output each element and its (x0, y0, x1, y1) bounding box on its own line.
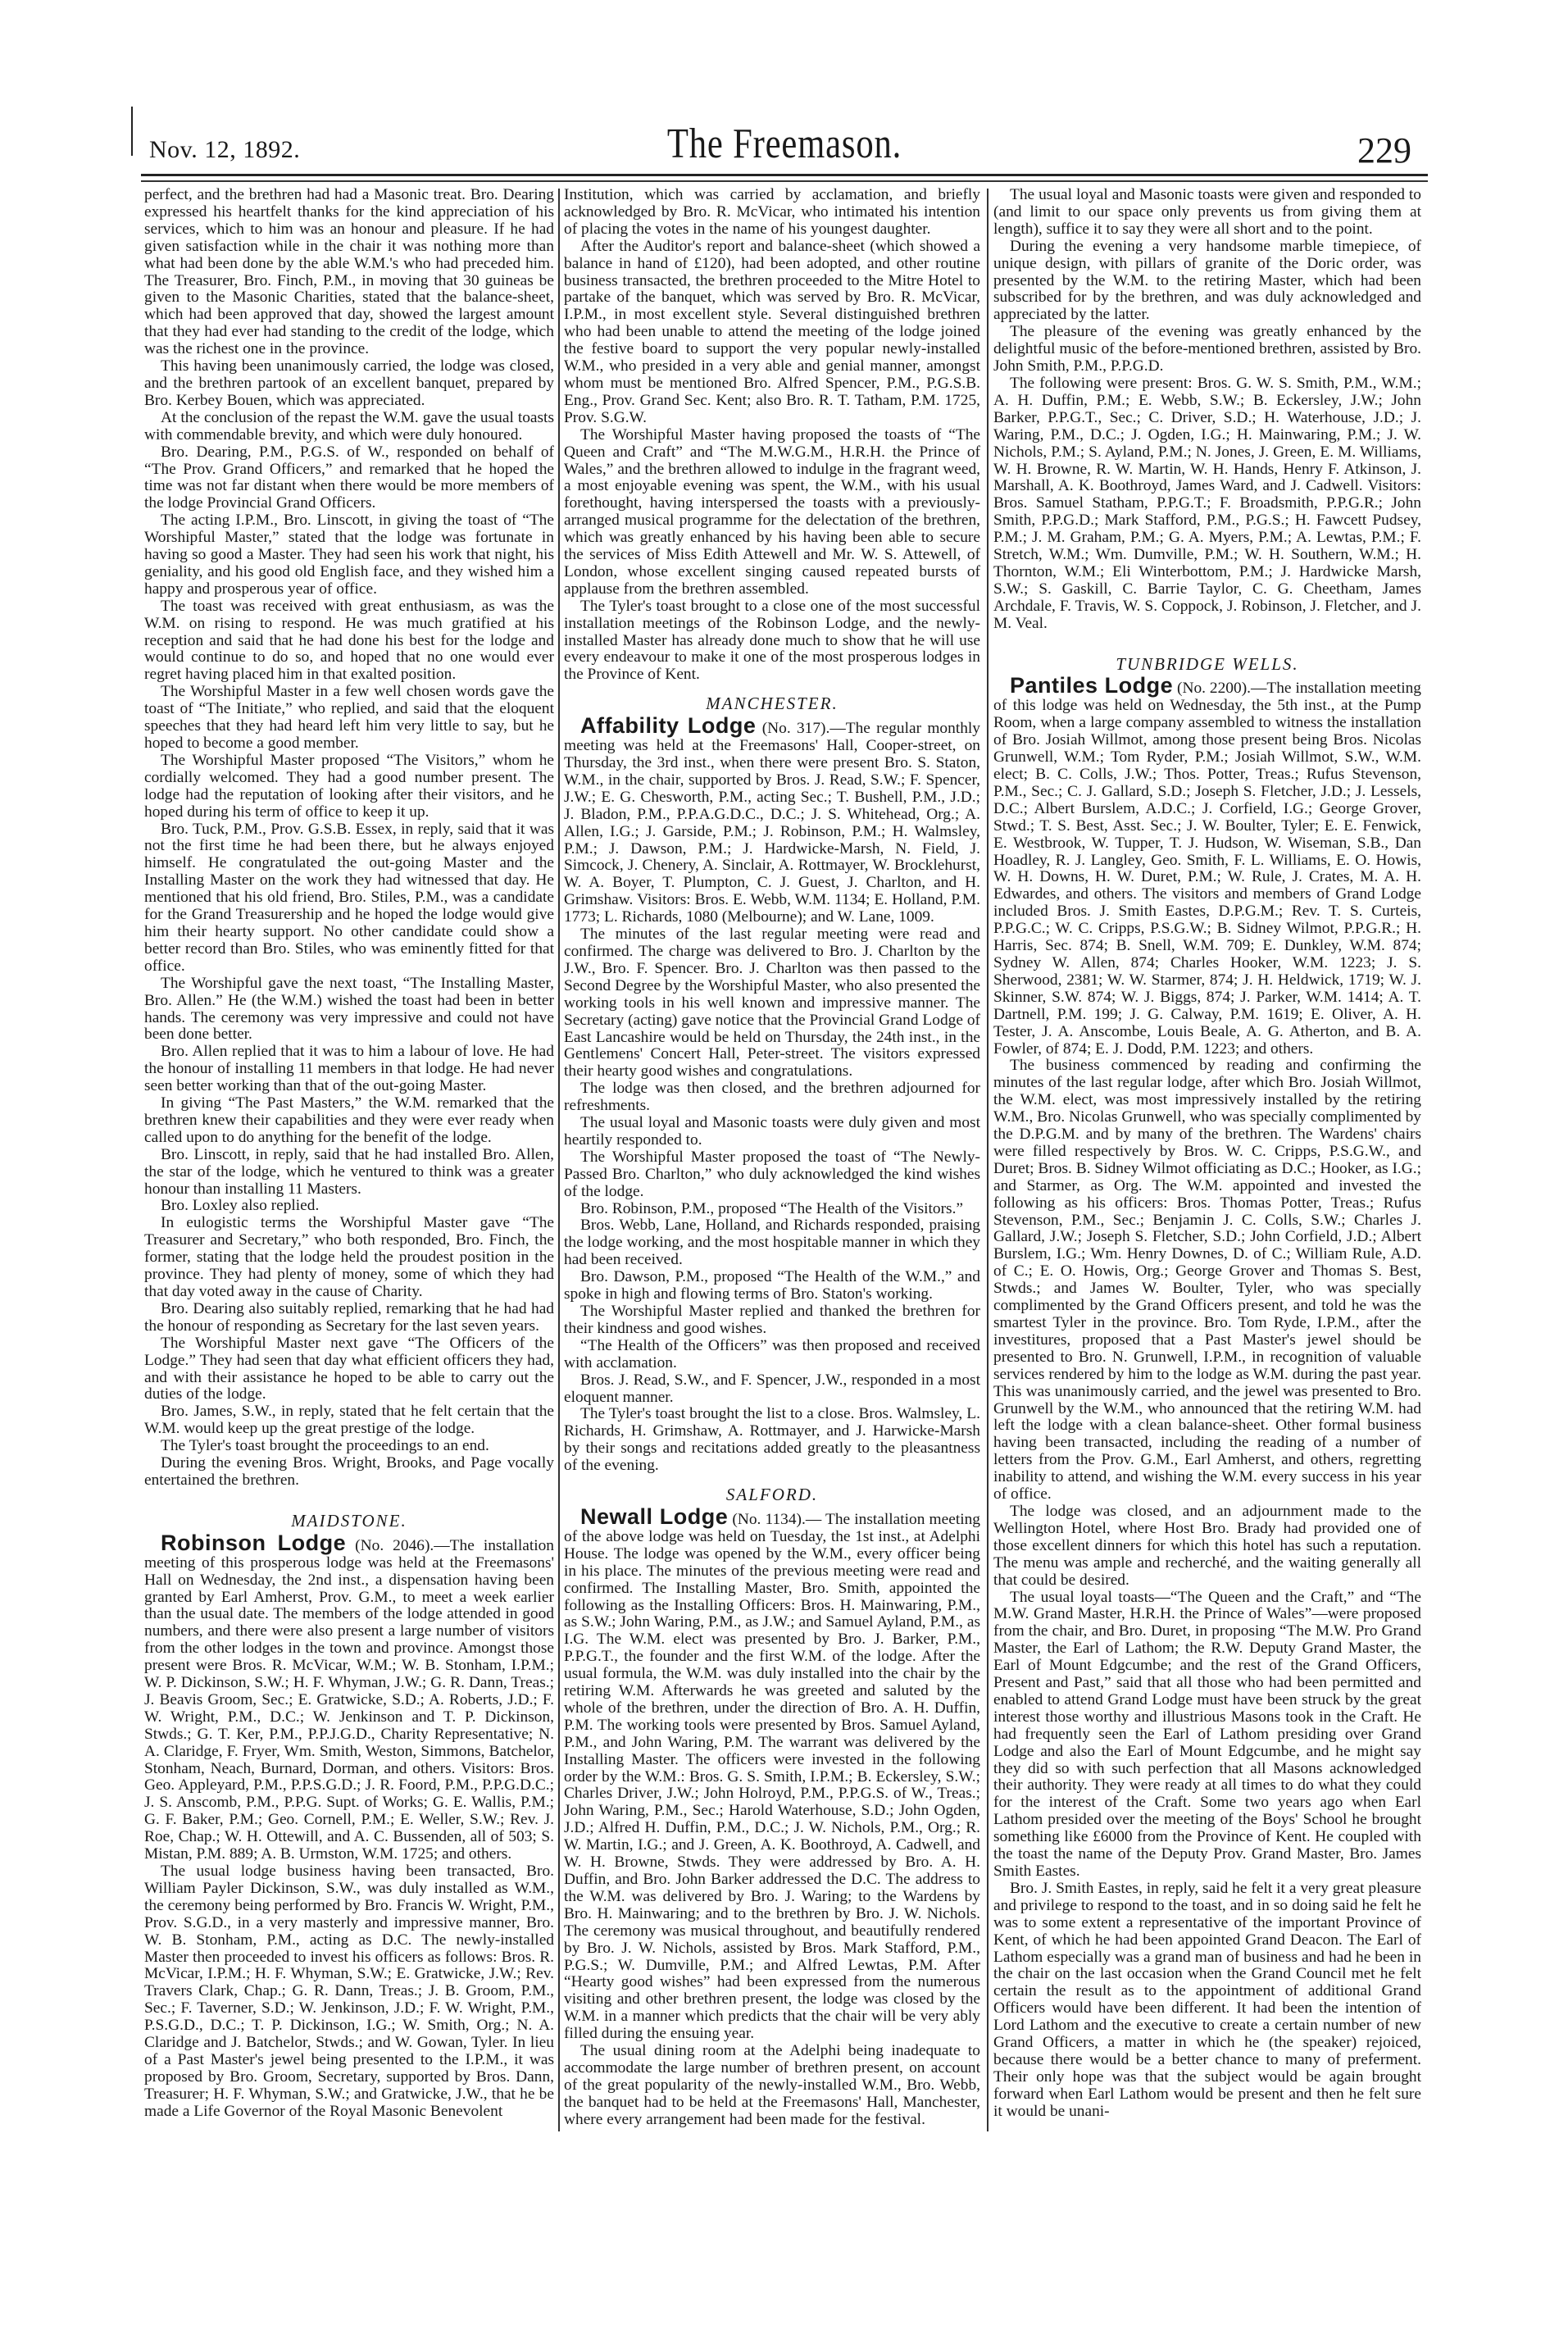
paragraph: Bro. Dearing, P.M., P.G.S. of W., responded on behalf of “The Prov. Grand Officers,” and remarked that he hoped the time was not far distant when there would be more members of the lodge Provincial Grand Officers. (144, 443, 554, 512)
lodge-name: Affability Lodge (580, 713, 757, 739)
report-lead: (No. 2200).—The installation meeting of this lodge was held on Wednesday, the 5th inst., at the Pump Room, when a large company assembled to witness the installation of Bro. Josiah Willmot, among those present being Bros. Nicolas Grunwell, W.M.; Tom Ryder, P.M.; Josiah Willmot, S.W., W.M. elect; B. C. Colls, J.W.; Thos. Potter, Treas.; Rufus Stevenson, P.M., Sec.; C. J. Gallard, S.D.; Joseph S. Fletcher, J.D.; J. Lessels, D.C.; Albert Burslem, A.D.C.; J. Corfield, I.G.; George Grover, Stwd.; T. S. Best, Asst. Sec.; J. W. Boulter, Tyler; E. E. Fenwick, E. Westbrook, W. Tupper, T. J. Hudson, W. Wiseman, S.B., Dan Hoadley, R. J. Langley, Geo. Smith, F. L. Williams, E. O. Howis, W. H. Downs, H. W. Duret, P.M.; W. Rule, J. Crates, M. A. H. Edwardes, and others. The visitors and members of Grand Lodge included Bros. J. Smith Eastes, D.P.G.M.; Rev. T. S. Curteis, P.P.G.C.; W. C. Cripps, P.S.G.W.; B. Sidney Wilmot, P.P.G.R.; H. Harris, Sec. 874; B. Snell, W.M. 709; E. Dunkley, W.M. 874; Sydney W. Allen, 874; Charles Hooker, W.M. 1223; J. S. Sherwood, 2381; W. W. Starmer, 874; J. H. Heldwick, 1719; W. J. Skinner, S.W. 874; W. J. Biggs, 874; J. Parker, W.M. 1414; A. T. Dartnell, P.M. 199; J. G. Calway, P.M. 1619; E. Oliver, A. H. Tester, J. A. Anscombe, Louis Beale, A. G. Atherton, and B. A. Fowler, of 874; E. J. Dodd, P.M. 1223; and others. (993, 680, 1421, 1058)
column-divider (987, 189, 989, 2131)
paragraph: The Tyler's toast brought the proceedings to an end. (161, 1437, 489, 1455)
report-lead: (No. 317).—The regular monthly meeting was held at the Freemasons' Hall, Cooper-street, on Thursday, the 3rd inst., when there were present Bro. S. Staton, W.M., in the chair, supported by Bros. J. Read, S.W.; F. Spencer, J.W.; E. G. Chesworth, P.M., acting Sec.; T. Bushell, P.M., J.D.; J. Bladon, P.M., P.P.A.G.D.C., D.C.; J. S. Whitehead, Org.; A. Allen, I.G.; J. Garside, P.M.; J. Robinson, P.M.; H. Walmsley, P.M.; J. Dawson, P.M.; J. Hardwicke-Marsh, N. Field, J. Simcock, J. Chenery, A. Sinclair, A. Rottmayer, W. Brocklehurst, W. A. Boyer, T. Plumpton, C. J. Guest, J. Charlton, and H. Grimshaw. Visitors: Bros. E. Webb, W.M. 1134; E. Holland, P.M. 1773; L. Richards, 1080 (Melbourne); and W. Lane, 1009. (564, 720, 980, 926)
paragraph: The lodge was then closed, and the brethren adjourned for refreshments. (564, 1080, 980, 1115)
paragraph: During the evening Bros. Wright, Brooks, and Page vocally entertained the brethren. (144, 1454, 554, 1489)
paragraph: perfect, and the brethren had had a Masonic treat. Bro. Dearing expressed his heartfelt thanks for the kind appreciation of his services, which to him was an honour and pleasure. If he had given satisfaction while in the chair it was nothing more than what had been done by the able W.M.'s who had preceded him. The Treasurer, Bro. Finch, P.M., in moving that 30 guineas be given to the Masonic Charities, stated that the balance-sheet, which had been approved that day, showed the largest amount that they had ever had standing to the credit of the lodge, which was the richest one in the province. (144, 186, 554, 358)
paragraph: During the evening a very handsome marble timepiece, of unique design, with pillars of granite of the Doric order, was presented by the W.M. to the retiring Master, which had been subscribed for by the brethren, and was duly acknowledged and appreciated by the latter. (993, 237, 1421, 324)
masthead-rule-thick (141, 174, 1428, 176)
paragraph: Bro. J. Smith Eastes, in reply, said he felt it a very great pleasure and privilege to respond to the toast, and in so doing said he felt he was to some extent a representative of the important Province of Kent, of which he had been appointed Grand Deacon. The Earl of Lathom especially was a grand man of business and had he been in the chair on the last occasion when the Grand Council met he felt certain the result as to the appointment of additional Grand Officers would have been different. It had been the intention of Lord Lathom and the executive to create a certain number of new Grand Officers, a matter in which he (the speaker) rejoiced, because there would be a better chance to many of preferment. Their only hope was that the subject would be again brought forward when Earl Lathom would be present and then he felt sure it would be unani- (993, 1879, 1421, 2120)
issue-date: Nov. 12, 1892. (149, 136, 301, 163)
paragraph: The usual dining room at the Adelphi being inadequate to accommodate the large number of brethren present, on account of the great popularity of the newly-installed W.M., Bro. Webb, the banquet had to be held at the Freemasons' Hall, Manchester, where every arrangement had been made for the festival. (564, 2042, 980, 2128)
section-heading-manchester: MANCHESTER. (706, 694, 839, 714)
lodge-name: Robinson Lodge (161, 1530, 347, 1555)
page-number: 229 (1357, 130, 1411, 171)
paragraph: Bro. James, S.W., in reply, stated that he felt certain that the W.M. would keep up the great prestige of the lodge. (144, 1403, 554, 1438)
paragraph: The Tyler's toast brought to a close one of the most successful installation meetings of the Robinson Lodge, and the newly-installed Master has already done much to show that he will use every endeavour to make it one of the most prosperous lodges in the Province of Kent. (564, 597, 980, 684)
paragraph: In eulogistic terms the Worshipful Master gave “The Treasurer and Secretary,” who both responded, Bro. Finch, the former, stating that the lodge held the proudest position in the province. They had plenty of money, some of which they had that day voted away in the cause of Charity. (144, 1214, 554, 1300)
paragraph: The minutes of the last regular meeting were read and confirmed. The charge was delivered to Bro. J. Charlton by the J.W., Bro. F. Spencer. Bro. J. Charlton was then passed to the Second Degree by the Worshipful Master, who also presented the working tools in his well known and impressive manner. The Secretary (acting) gave notice that the Provincial Grand Lodge of East Lancashire would be held on Thursday, the 24th inst., in the Gentlemens' Concert Hall, Peter-street. The visitors expressed their hearty good wishes and congratulations. (564, 926, 980, 1080)
paragraph: Bro. Dearing also suitably replied, remarking that he had had the honour of responding as Secretary for the last seven years. (144, 1299, 554, 1335)
paragraph: Bro. Robinson, P.M., proposed “The Health of the Visitors.” (580, 1199, 964, 1217)
report-lead: (No. 1134).— The installation meeting of the above lodge was held on Tuesday, the 1st inst., at Adelphi House. The lodge was opened by the W.M., every officer being in his place. The minutes of the previous meeting were read and confirmed. The Installing Master, Bro. Smith, appointed the following as the Installing Officers: Bros. H. Mainwaring, P.M., as S.W.; John Waring, P.M., as J.W.; and Samuel Ayland, P.M., as I.G. The W.M. elect was presented by Bro. J. Barker, P.M., P.P.G.T., the founder and the first W.M. of the lodge. After the usual formula, the W.M. was duly installed into the chair by the retiring W.M. Afterwards he was greeted and saluted by the whole of the brethren, under the direction of Bro. A. H. Duffin, P.M. The working tools were presented by Bros. Samuel Ayland, P.M., and John Waring, P.M. The warrant was delivered by the Installing Master. The officers were invested in the following order by the W.M.: Bros. G. S. Smith, I.P.M.; B. Eckersley, S.W.; Charles Driver, J.W.; John Holroyd, P.M., P.P.G.S. of W., Treas.; John Waring, P.M., Sec.; Harold Waterhouse, S.D.; John Ogden, J.D.; Alfred H. Duffin, P.M., D.C.; J. W. Nichols, P.M., Org.; R. W. Martin, I.G.; and J. Green, A. K. Boothroyd, A. Cadwell, and W. H. Browne, Stwds. They were addressed by Bro. A. H. Duffin, and Bro. John Barker addressed the D.C. The address to the W.M. was delivered by Bro. J. Waring; to the Wardens by Bro. H. Mainwaring; and to the brethren by Bro. J. W. Nichols. The ceremony was musical throughout, and beautifully rendered by Bro. J. W. Nichols, assisted by Bros. Mark Stafford, P.M., P.G.S.; W. Dumville, P.M.; and Alfred Lewtas, P.M. After “Hearty good wishes” had been expressed from the numerous visiting and other brethren present, the lodge was closed by the W.M. in a manner which predicts that the chair will be very ably filled during the ensuing year. (564, 1510, 980, 2043)
paragraph: This having been unanimously carried, the lodge was closed, and the brethren partook of an excellent banquet, prepared by Bro. Kerbey Bouen, which was appreciated. (144, 357, 554, 409)
paragraph: The Tyler's toast brought the list to a close. Bros. Walmsley, L. Richards, H. Grimshaw, A. Rottmayer, and J. Harwicke-Marsh by their songs and recitations added greatly to the pleasantness of the evening. (564, 1405, 980, 1475)
paragraph: The Worshipful gave the next toast, “The Installing Master, Bro. Allen.” He (the W.M.) wished the toast had been in better hands. The ceremony was very impressive and could not have been done better. (144, 974, 554, 1044)
column-1 (144, 187, 554, 2121)
paragraph: Bro. Loxley also replied. (161, 1197, 320, 1215)
paragraph: Institution, which was carried by acclamation, and briefly acknowledged by Bro. R. McVicar, who intimated his intention of placing the votes in the name of his youngest daughter. (564, 186, 980, 238)
paragraph: The toast was received with great enthusiasm, as was the W.M. on rising to respond. He was much gratified at his reception and said that he had done his best for the lodge and would continue to do so, and hoped that no one would ever regret having placed him in that exalted position. (144, 597, 554, 684)
paragraph: Bro. Allen replied that it was to him a labour of love. He had the honour of installing 11 members in that lodge. He had never seen better working than that of the out-going Master. (144, 1043, 554, 1095)
paragraph: The usual loyal and Masonic toasts were given and responded to (and limit to our space only prevents us from giving them at length), suffice it to say they were all short and to the point. (993, 186, 1421, 238)
paragraph: The following were present: Bros. G. W. S. Smith, P.M., W.M.; A. H. Duffin, P.M.; E. Webb, S.W.; B. Eckersley, J.W.; John Barker, P.P.G.T., Sec.; C. Driver, S.D.; H. Waterhouse, J.D.; J. Waring, P.M., D.C.; J. Ogden, I.G.; H. Mainwaring, P.M.; J. W. Nichols, P.M.; S. Ayland, P.M.; N. Jones, J. Green, E. M. Williams, W. H. Browne, R. W. Martin, W. H. Hands, Henry F. Atkinson, J. Marshall, A. K. Boothroyd, James Ward, and J. Cadwell. Visitors: Bros. Samuel Statham, P.P.G.T.; F. Broadsmith, P.P.G.R.; John Smith, P.P.G.D.; Mark Stafford, P.M., P.G.S.; H. Fawcett Pudsey, P.M.; J. M. Graham, P.M.; G. A. Myers, P.M.; A. Lewtas, P.M.; F. Stretch, W.M.; Wm. Dumville, P.M.; W. H. Southern, W.M.; H. Thornton, W.M.; Eli Winterbottom, P.M.; J. Hardwicke Marsh, S.W.; S. Gaskill, C. Barrie Taylor, C. G. Cheetham, James Archdale, F. Travis, W. S. Coppock, J. Robinson, J. Fletcher, and J. M. Veal. (993, 374, 1421, 632)
report-lead: (No. 2046).—The installation meeting of this prosperous lodge was held at the Freemasons' Hall on Wednesday, the 2nd inst., a dispensation having been granted by Earl Amherst, Prov. G.M., to meet a week earlier than the usual date. The members of the lodge attended in good numbers, and there were also present a large number of visitors from the other lodges in the town and province. Amongst those present were Bros. R. McVicar, W.M.; W. B. Stonham, I.P.M.; W. P. Dickinson, S.W.; H. F. Whyman, J.W.; G. R. Dann, Treas.; J. Beavis Groom, Sec.; E. Gratwicke, S.D.; A. Roberts, J.D.; F. W. Wright, P.M., D.C.; W. Jenkinson and T. P. Dickinson, Stwds.; G. T. Ker, P.M., P.P.J.G.D., Charity Representative; N. A. Claridge, F. Fryer, Wm. Smith, Weston, Simmons, Batchelor, Stonham, Neach, Burnard, Dorman, and others. Visitors: Bros. Geo. Appleyard, P.M., P.P.S.G.D.; J. R. Foord, P.M., P.P.G.D.C.; J. S. Anscomb, P.M., P.P.G. Supt. of Works; G. E. Wallis, P.M.; G. F. Baker, P.M.; Geo. Cornell, P.M.; E. Weller, S.W.; Rev. J. Roe, Chap.; W. H. Ottewill, and A. C. Bussenden, all of 503; S. Mistan, P.M. 889; A. B. Urmston, W.M. 1725; and others. (144, 1536, 554, 1863)
paragraph: After the Auditor's report and balance-sheet (which showed a balance in hand of £120), had been adopted, and other routine business transacted, the brethren proceeded to the Mitre Hotel to partake of the banquet, which was served by Bro. R. McVicar, I.P.M., in most excellent style. Several distinguished brethren who had been unable to attend the meeting of the lodge joined the festive board to support the very popular newly-installed W.M., who presided in a very able and genial manner, amongst whom must be mentioned Bro. Alfred Spencer, P.M., P.G.S.B. Eng., Prov. Grand Sec. Kent; also Bro. R. T. Tatham, P.M. 1725, Prov. S.G.W. (564, 237, 980, 426)
paragraph: The Worshipful Master replied and thanked the brethren for their kindness and good wishes. (564, 1303, 980, 1337)
paragraph: The pleasure of the evening was greatly enhanced by the delightful music of the before-mentioned brethren, assisted by Bro. John Smith, P.M., P.P.G.D. (993, 323, 1421, 375)
paragraph: Bros. J. Read, S.W., and F. Spencer, J.W., responded in a most eloquent manner. (564, 1371, 980, 1406)
section-heading-tunbridge-wells: TUNBRIDGE WELLS. (1116, 653, 1299, 674)
paragraph: The business commenced by reading and confirming the minutes of the last regular lodge, after which Bro. Josiah Willmot, the W.M. elect, was most impressively installed by the retiring W.M., Bro. Nicolas Grunwell, who was specially complimented by the D.P.G.M. and by many of the brethren. The Wardens' chairs were filled respectively by Bros. W. C. Cripps, P.S.G.W., and Duret; Bros. B. Sidney Wilmot officiating as D.C.; Hooker, as I.G.; and Starmer, as Org. The W.M. appointed and invested the following as his officers: Bros. Thomas Potter, Treas.; Rufus Stevenson, P.M., Sec.; Benjamin J. C. Colls, S.W.; Charles J. Gallard, J.W.; Joseph S. Fletcher, S.D.; John Corfield, J.D.; Albert Burslem, I.G.; Wm. Henry Downes, D. of C.; William Rule, A.D. of C.; E. O. Howis, Org.; George Grover and Thomas S. Best, Stwds.; and James W. Boulter, Tyler, who was specially complimented by the Grand Officers present, and told he was the smartest Tyler in the province. Bro. Tom Ryde, I.P.M., after the investitures, proposed that a Past Master's jewel should be presented to Bro. N. Grunwell, I.P.M., in recognition of valuable services rendered by him to the lodge as W.M. during the past year. This was unanimously carried, and the jewel was presented to Bro. Grunwell by the W.M., who announced that the retiring W.M. had left the lodge with a clean balance-sheet. Other formal business having been transacted, including the reading of a number of letters from the Prov. G.M., Earl Amherst, and others, regretting inability to attend, and wishing the W.M. every success in his year of office. (993, 1057, 1421, 1503)
paragraph: Bro. Linscott, in reply, said that he had installed Bro. Allen, the star of the lodge, which he ventured to think was a greater honour than installing 11 Masters. (144, 1145, 554, 1198)
paragraph: The usual loyal and Masonic toasts were duly given and most heartily responded to. (564, 1114, 980, 1149)
lodge-name: Pantiles Lodge (1010, 673, 1174, 698)
paragraph: The usual lodge business having been transacted, Bro. William Payler Dickinson, S.W., was duly installed as W.M., the ceremony being performed by Bro. Francis W. Wright, P.M., Prov. S.G.D., in a very masterly and impressive manner, Bro. W. B. Stonham, P.M., acting as D.C. The newly-installed Master then proceeded to invest his officers as follows: Bros. R. McVicar, I.P.M.; H. F. Whyman, S.W.; E. Gratwicke, J.W.; Rev. Travers Clark, Chap.; G. R. Dann, Treas.; J. B. Groom, P.M., Sec.; F. Taverner, S.D.; W. Jenkinson, J.D.; F. W. Wright, P.M., P.S.G.D., D.C.; T. P. Dickinson, I.G.; W. Smith, Org.; N. A. Claridge and J. Batchelor, Stwds.; and W. Gowan, Tyler. In lieu of a Past Master's jewel being presented to the I.P.M., it was proposed by Bro. Groom, Secretary, supported by Bros. Dann, Treasurer; H. F. Whyman, S.W.; and Gratwicke, J.W., that he be made a Life Governor of the Royal Masonic Benevolent (144, 1863, 554, 2120)
paragraph: The Worshipful Master proposed “The Visitors,” whom he cordially welcomed. They had a good number present. The lodge had the reputation of looking after their visitors, and he hoped during his term of office to keep it up. (144, 751, 554, 821)
paragraph: Bro. Tuck, P.M., Prov. G.S.B. Essex, in reply, said that it was not the first time he had been there, but he always enjoyed himself. He congratulated the out-going Master and the Installing Master on the work they had witnessed that day. He mentioned that his old friend, Bro. Stiles, P.M., was a candidate for the Grand Treasurership and he hoped the lodge would give him their hearty support. No other candidate could show a better record than Bro. Stiles, who was eminently fitted for that office. (144, 820, 554, 975)
lodge-report-affability (564, 713, 980, 926)
paragraph: The Worshipful Master in a few well chosen words gave the toast of “The Initiate,” who replied, and said that the eloquent speeches that they had heard left him very little to say, but he hoped to become a good member. (144, 683, 554, 752)
margin-mark (131, 107, 133, 156)
publication-title: The Freemason. (666, 121, 902, 167)
column-3 (993, 187, 1421, 2121)
paragraph: The lodge was closed, and an adjournment made to the Wellington Hotel, where Host Bro. Brady had provided one of those excellent dinners for which this hotel has such a reputation. The menu was ample and recherché, and the waiting generally all that could be desired. (993, 1502, 1421, 1589)
masthead (141, 113, 1428, 171)
lodge-report-robinson (144, 1530, 554, 1863)
section-heading-salford: SALFORD. (725, 1485, 819, 1505)
paragraph: “The Health of the Officers” was then proposed and received with acclamation. (564, 1336, 980, 1371)
column-divider (558, 189, 560, 2131)
paragraph: The acting I.P.M., Bro. Linscott, in giving the toast of “The Worshipful Master,” stated that the lodge was fortunate in having so good a Master. They had seen his work that night, his geniality, and his good old English face, and they wished him a happy and prosperous year of office. (144, 512, 554, 598)
paragraph: The Worshipful Master next gave “The Officers of the Lodge.” They had seen that day what efficient officers they had, and with their assistance he hoped to be able to carry out the duties of the lodge. (144, 1334, 554, 1403)
masthead-rule-thin (141, 180, 1428, 182)
paragraph: The Worshipful Master having proposed the toasts of “The Queen and Craft” and “The M.W.G.M., H.R.H. the Prince of Wales,” and the brethren allowed to indulge in the fragrant weed, a most enjoyable evening was spent, the W.M., with his usual forethought, having interspersed the toasts with a previously-arranged musical programme for the delectation of the brethren, which was greatly enhanced by his having been able to secure the services of Miss Edith Attewell and Mr. W. S. Attewell, of London, whose excellent singing caused repeated bursts of applause from the brethren assembled. (564, 425, 980, 598)
paragraph: The Worshipful Master proposed the toast of “The Newly-Passed Bro. Charlton,” who duly acknowledged the kind wishes of the lodge. (564, 1148, 980, 1200)
section-heading-maidstone: MAIDSTONE. (291, 1510, 407, 1531)
paragraph: At the conclusion of the repast the W.M. gave the usual toasts with commendable brevity, and which were duly honoured. (144, 408, 554, 444)
column-2 (564, 187, 980, 2129)
lodge-report-pantiles (993, 673, 1421, 1058)
paragraph: The usual loyal toasts—“The Queen and the Craft,” and “The M.W. Grand Master, H.R.H. the Prince of Wales”—were proposed from the chair, and Bro. Duret, in proposing “The M.W. Pro Grand Master, the Earl of Lathom; the R.W. Deputy Grand Master, the Earl of Mount Edgcumbe; and the rest of the Grand Officers, Present and Past,” said that all those who had been permitted and enabled to attend Grand Lodge must have been struck by the great interest those worthy and illustrious Masons took in the Craft. He had frequently seen the Earl of Lathom presiding over Grand Lodge and also the Earl of Mount Edgcumbe, and he might say they did so with such perfection that all Masons acknowledged their authority. They were ready at all times to do what they could for the interest of the Craft. Some two years ago when Earl Lathom presided over the meeting of the Boys' School he brought something like £6000 from the Province of Kent. He coupled with the toast the name of the Deputy Prov. Grand Master, Bro. James Smith Eastes. (993, 1588, 1421, 1880)
lodge-report-newall (564, 1503, 980, 2043)
paragraph: Bro. Dawson, P.M., proposed “The Health of the W.M.,” and spoke in high and flowing terms of Bro. Staton's working. (564, 1268, 980, 1303)
paragraph: In giving “The Past Masters,” the W.M. remarked that the brethren knew their capabilities and they were ever ready when called upon to do anything for the benefit of the lodge. (144, 1094, 554, 1146)
paragraph: Bros. Webb, Lane, Holland, and Richards responded, praising the lodge working, and the most hospitable manner in which they had been received. (564, 1217, 980, 1269)
lodge-name: Newall Lodge (580, 1503, 729, 1529)
